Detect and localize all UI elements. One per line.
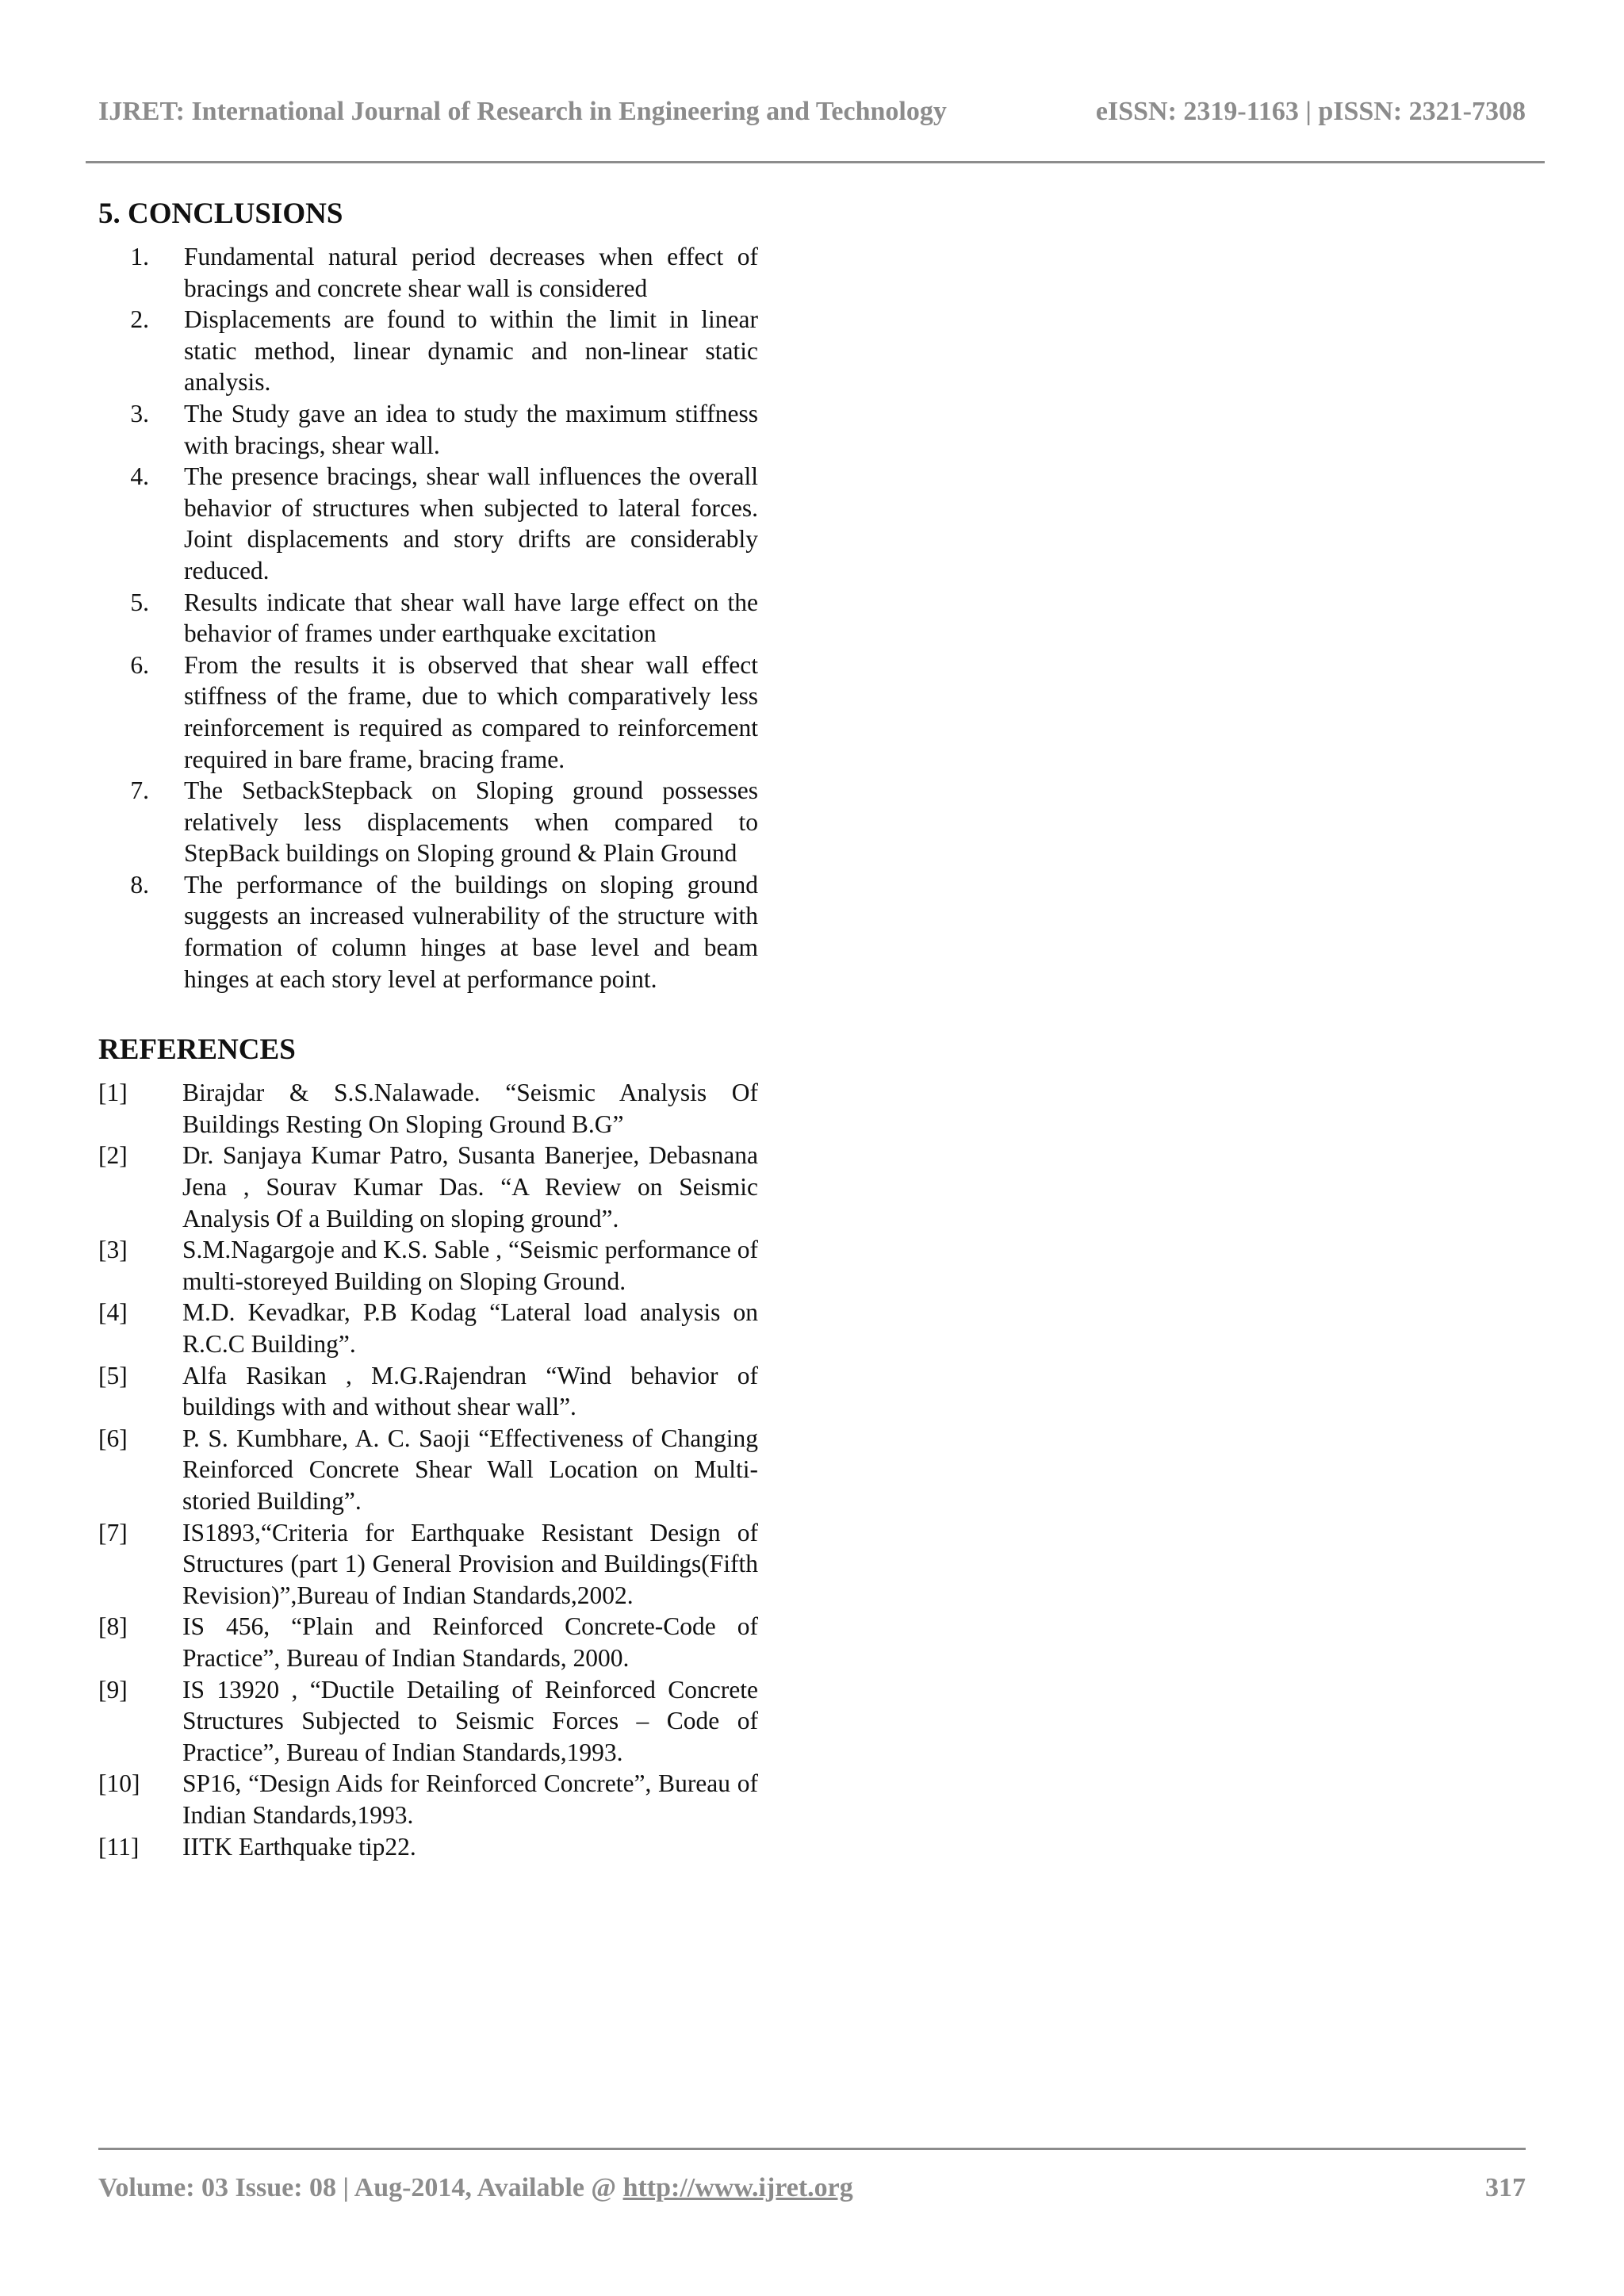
conclusion-number: 5. <box>130 588 149 616</box>
volume-text: Volume: 03 Issue: 08 | Aug-2014, Available @ <box>98 2173 623 2202</box>
page-number: 317 <box>1485 2173 1526 2202</box>
reference-number: [7] <box>98 1518 128 1547</box>
reference-text: IS 456, “Plain and Reinforced Concrete-Code of Practice”, Bureau of Indian Standards, 2000. <box>182 1612 758 1672</box>
conclusion-text: Results indicate that shear wall have large effect on the behavior of frames under earthquake excitation <box>184 588 758 648</box>
conclusion-number: 1. <box>130 243 149 270</box>
journal-title: IJRET: International Journal of Research in Engineering and Technology <box>98 97 947 126</box>
conclusion-text: The Study gave an idea to study the maximum stiffness with bracings, shear wall. <box>184 399 758 459</box>
volume-info <box>98 2173 853 2203</box>
reference-text: S.M.Nagargoje and K.S. Sable , “Seismic performance of multi-storeyed Building on Sloping Ground. <box>182 1236 758 1295</box>
reference-item <box>98 1768 758 1830</box>
conclusion-number: 2. <box>130 305 149 334</box>
reference-text: Birajdar & S.S.Nalawade. “Seismic Analysis Of Buildings Resting On Sloping Ground B.G” <box>182 1079 758 1138</box>
reference-item <box>98 1517 758 1612</box>
conclusion-text: Displacements are found to within the limit in linear static method, linear dynamic and non-linear static analysis. <box>184 305 758 397</box>
conclusion-text: The presence bracings, shear wall influences the overall behavior of structures when subjected to lateral forces. Joint displacements and story drifts are considerably reduced. <box>184 462 758 585</box>
conclusion-item <box>98 587 758 650</box>
reference-number: [2] <box>98 1141 128 1170</box>
reference-item <box>98 1297 758 1359</box>
references-list <box>98 1077 758 1862</box>
reference-item <box>98 1234 758 1297</box>
footer-divider <box>98 2148 1526 2150</box>
conclusions-heading: 5. CONCLUSIONS <box>98 197 343 230</box>
reference-item <box>98 1140 758 1234</box>
journal-link[interactable]: http://www.ijret.org <box>622 2173 853 2202</box>
conclusion-text: Fundamental natural period decreases when effect of bracings and concrete shear wall is considered <box>184 243 758 302</box>
reference-text: IS1893,“Criteria for Earthquake Resistant Design of Structures (part 1) General Provision and Buildings(Fifth Revision)”,Bureau of Indian Standards,2002. <box>182 1518 758 1609</box>
reference-item <box>98 1831 758 1863</box>
reference-text: Dr. Sanjaya Kumar Patro, Susanta Banerjee, Debasnana Jena , Sourav Kumar Das. “A Review on Seismic Analysis Of a Building on sloping ground”. <box>182 1141 758 1232</box>
reference-text: IS 13920 , “Ductile Detailing of Reinforced Concrete Structures Subjected to Seismic Forces – Code of Practice”, Bureau of Indian Standards,1993. <box>182 1675 758 1766</box>
reference-number: [5] <box>98 1361 128 1389</box>
conclusion-item <box>98 775 758 869</box>
conclusion-number: 4. <box>130 462 149 491</box>
reference-text: M.D. Kevadkar, P.B Kodag “Lateral load analysis on R.C.C Building”. <box>182 1298 758 1358</box>
conclusion-item <box>98 304 758 398</box>
main-column <box>98 190 758 1862</box>
reference-number: [3] <box>98 1236 128 1264</box>
conclusion-text: The SetbackStepback on Sloping ground possesses relatively less displacements when compared to StepBack buildings on Sloping ground & Plain Ground <box>184 776 758 868</box>
reference-number: [11] <box>98 1832 140 1861</box>
conclusion-number: 7. <box>130 776 149 805</box>
conclusion-item <box>98 869 758 995</box>
conclusions-list <box>98 241 758 995</box>
reference-item <box>98 1611 758 1673</box>
reference-number: [8] <box>98 1612 128 1641</box>
reference-item <box>98 1360 758 1423</box>
reference-text: IITK Earthquake tip22. <box>182 1832 416 1861</box>
header-divider <box>86 161 1545 163</box>
reference-item <box>98 1077 758 1140</box>
reference-number: [10] <box>98 1769 140 1798</box>
conclusion-number: 8. <box>130 870 149 899</box>
conclusion-item <box>98 241 758 304</box>
reference-item <box>98 1674 758 1769</box>
reference-number: [1] <box>98 1079 128 1107</box>
reference-text: P. S. Kumbhare, A. C. Saoji “Effectiveness of Changing Reinforced Concrete Shear Wall Location on Multi-storied Building”. <box>182 1424 758 1515</box>
conclusion-number: 6. <box>130 650 149 679</box>
reference-text: Alfa Rasikan , M.G.Rajendran “Wind behavior of buildings with and without shear wall”. <box>182 1361 758 1421</box>
reference-number: [6] <box>98 1424 128 1452</box>
conclusion-number: 3. <box>130 399 149 427</box>
conclusion-text: The performance of the buildings on sloping ground suggests an increased vulnerability of the structure with formation of column hinges at base level and beam hinges at each story level at performance point. <box>184 870 758 993</box>
conclusion-item <box>98 650 758 775</box>
reference-number: [4] <box>98 1298 128 1327</box>
references-heading: REFERENCES <box>98 1033 296 1067</box>
conclusion-item <box>98 398 758 461</box>
issn-text: eISSN: 2319-1163 | pISSN: 2321-7308 <box>1095 97 1526 126</box>
page-footer <box>98 2173 1526 2203</box>
reference-text: SP16, “Design Aids for Reinforced Concrete”, Bureau of Indian Standards,1993. <box>182 1769 758 1829</box>
reference-item <box>98 1423 758 1517</box>
conclusion-text: From the results it is observed that shear wall effect stiffness of the frame, due to which comparatively less reinforcement is required as compared to reinforcement required in bare frame, bracing frame. <box>184 650 758 773</box>
reference-number: [9] <box>98 1675 128 1704</box>
conclusion-item <box>98 461 758 586</box>
page-header <box>98 97 1526 127</box>
